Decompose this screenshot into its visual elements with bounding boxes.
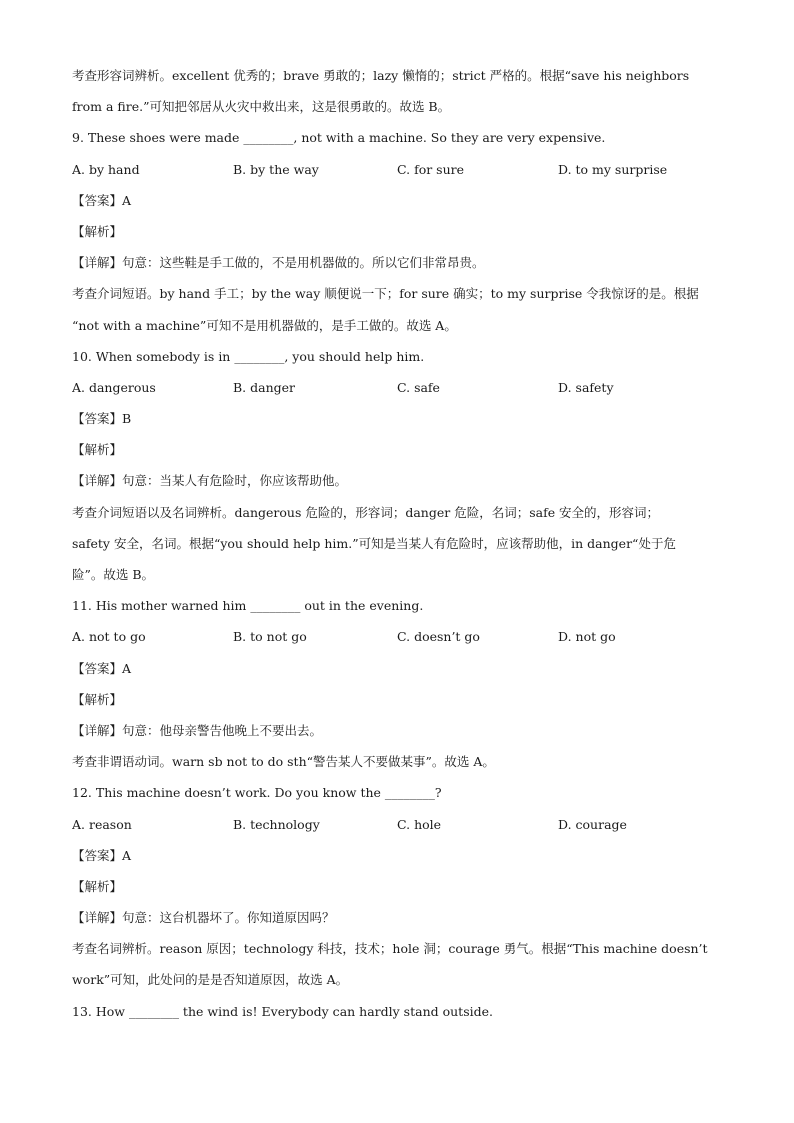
analysis-label: 【解析】 xyxy=(72,223,123,239)
detail-label: 【详解】 xyxy=(72,722,123,738)
detail-text: 句意：这台机器坏了。你知道原因吗？ xyxy=(122,910,335,926)
option-b: B. danger xyxy=(233,379,296,395)
question-stem: 11. His mother warned him ________ out in the evening. xyxy=(72,598,424,614)
answer-line xyxy=(72,653,722,684)
detail-text: 句意：这些鞋是手工做的，不是用机器做的。所以它们非常昂贵。 xyxy=(122,255,485,271)
detail-label: 【详解】 xyxy=(72,255,123,271)
question-stem: 9. These shoes were made ________, not with a machine. So they are very expensive. xyxy=(72,130,606,146)
option-b: B. technology xyxy=(233,816,320,832)
explanation-line: safety 安全，名词。根据“you should help him.”可知是当某人有危险时，应该帮助他，in danger“处于危 xyxy=(72,535,676,551)
question-stem: 12. This machine doesn’t work. Do you know the ________? xyxy=(72,785,442,801)
detail-label: 【详解】 xyxy=(72,910,123,926)
answer-line xyxy=(72,840,722,871)
answer-value: B xyxy=(122,411,132,427)
detail-label: 【详解】 xyxy=(72,473,123,489)
detail-line xyxy=(72,715,722,746)
intro-line-1: 考查形容词辨析。excellent 优秀的；brave 勇敢的；lazy 懒惰的；strict 严格的。根据“save his neighbors xyxy=(72,68,690,83)
analysis-label: 【解析】 xyxy=(72,691,123,707)
explanation-line: work”可知，此处问的是是否知道原因，故选 A。 xyxy=(72,972,349,988)
option-b: B. by the way xyxy=(233,161,319,177)
detail-text: 句意：当某人有危险时，你应该帮助他。 xyxy=(122,473,348,489)
option-d: D. courage xyxy=(558,816,627,832)
answer-label: 【答案】 xyxy=(72,411,123,427)
answer-label: 【答案】 xyxy=(72,847,123,863)
question-9 xyxy=(72,122,722,340)
options-row xyxy=(72,154,722,185)
explanation-line: 考查名词辨析。reason 原因；technology 科技，技术；hole 洞；courage 勇气。根据“This machine doesn’t xyxy=(72,941,708,957)
detail-text: 句意：他母亲警告他晚上不要出去。 xyxy=(122,722,323,738)
option-c: C. safe xyxy=(397,379,440,395)
option-a: A. reason xyxy=(72,816,132,832)
answer-value: A xyxy=(122,192,132,208)
detail-line xyxy=(72,465,722,496)
option-d: D. not go xyxy=(558,629,616,645)
option-a: A. not to go xyxy=(72,629,146,645)
answer-line xyxy=(72,185,722,216)
analysis-label: 【解析】 xyxy=(72,442,123,458)
option-d: D. to my surprise xyxy=(558,161,668,177)
answer-label: 【答案】 xyxy=(72,192,123,208)
option-a: A. by hand xyxy=(72,161,140,177)
explanation-line: 险”。故选 B。 xyxy=(72,567,155,582)
answer-line xyxy=(72,403,722,434)
explanation-line: 考查介词短语。by hand 手工；by the way 顺便说一下；for sure 确实；to my surprise 令我惊讶的是。根据 xyxy=(72,286,699,302)
option-c: C. for sure xyxy=(397,161,465,177)
question-stem: 10. When somebody is in ________, you should help him. xyxy=(72,348,425,364)
detail-line xyxy=(72,902,722,933)
explanation-line: 考查非谓语动词。warn sb not to do sth“警告某人不要做某事”。故选 A。 xyxy=(72,754,495,770)
document-page xyxy=(72,60,722,1027)
option-a: A. dangerous xyxy=(72,379,156,395)
intro-line-2: from a fire.”可知把邻居从火灾中救出来，这是很勇敢的。故选 B。 xyxy=(72,99,451,115)
options-row xyxy=(72,372,722,403)
analysis-label: 【解析】 xyxy=(72,878,123,894)
question-13-stem: 13. How ________ the wind is! Everybody can hardly stand outside. xyxy=(72,1003,493,1019)
answer-value: A xyxy=(122,660,132,676)
option-b: B. to not go xyxy=(233,629,307,645)
detail-line xyxy=(72,247,722,278)
options-row xyxy=(72,621,722,652)
options-row xyxy=(72,809,722,840)
answer-value: A xyxy=(122,847,132,863)
question-12 xyxy=(72,777,722,995)
option-c: C. hole xyxy=(397,816,442,832)
explanation-line: 考查介词短语以及名词辨析。dangerous 危险的，形容词；danger 危险，名词；safe 安全的，形容词； xyxy=(72,504,660,520)
option-d: D. safety xyxy=(558,379,614,395)
option-c: C. doesn’t go xyxy=(397,629,480,645)
explanation-line: “not with a machine”可知不是用机器做的，是手工做的。故选 A。 xyxy=(72,317,457,333)
question-10 xyxy=(72,341,722,591)
question-11 xyxy=(72,590,722,777)
answer-label: 【答案】 xyxy=(72,660,123,676)
